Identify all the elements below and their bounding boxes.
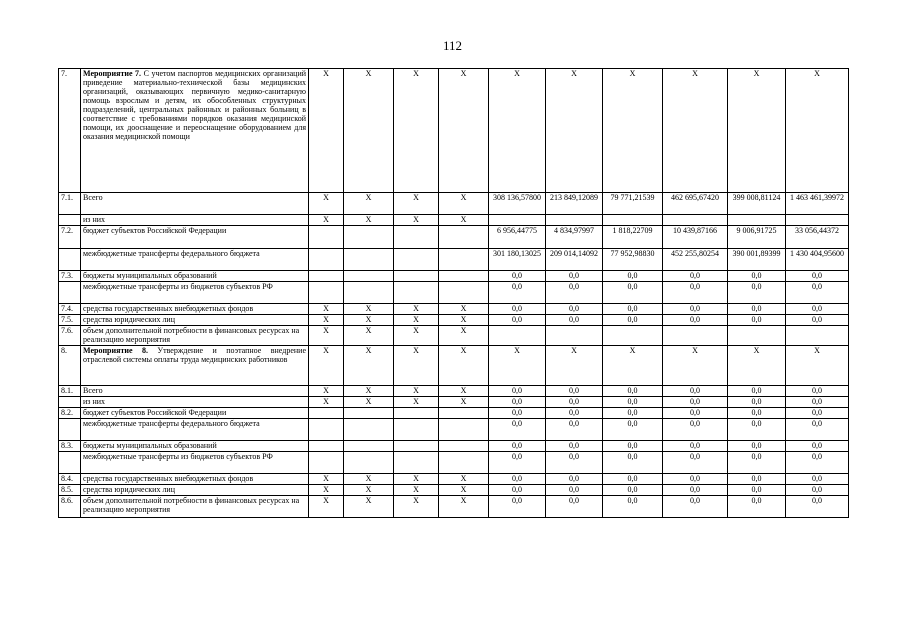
code-cell: X bbox=[439, 386, 489, 397]
value-cell: X bbox=[546, 346, 603, 386]
value-cell: 0,0 bbox=[603, 315, 663, 326]
code-cell bbox=[439, 408, 489, 419]
value-cell: 0,0 bbox=[489, 315, 546, 326]
code-cell bbox=[309, 249, 344, 271]
code-cell: X bbox=[344, 386, 394, 397]
row-description-cell bbox=[81, 282, 309, 304]
value-cell: 0,0 bbox=[663, 386, 728, 397]
row-description-text: Всего bbox=[83, 386, 103, 395]
value-cell: 1 463 461,39972 bbox=[786, 193, 849, 215]
code-cell bbox=[344, 419, 394, 441]
value-cell: 0,0 bbox=[786, 408, 849, 419]
code-cell: X bbox=[394, 215, 439, 226]
row-description-cell bbox=[81, 304, 309, 315]
row-description-text: средства юридических лиц bbox=[83, 485, 175, 494]
value-cell: 0,0 bbox=[663, 315, 728, 326]
value-cell: 0,0 bbox=[786, 304, 849, 315]
table-row bbox=[59, 496, 849, 518]
code-cell bbox=[309, 452, 344, 474]
row-number-cell: 7.2. bbox=[59, 226, 81, 249]
code-cell: X bbox=[344, 346, 394, 386]
value-cell: 0,0 bbox=[663, 485, 728, 496]
value-cell: 0,0 bbox=[663, 419, 728, 441]
code-cell bbox=[309, 282, 344, 304]
code-cell: X bbox=[309, 315, 344, 326]
value-cell: 4 834,97997 bbox=[546, 226, 603, 249]
code-cell: X bbox=[309, 397, 344, 408]
value-cell: X bbox=[728, 69, 786, 193]
row-description-cell bbox=[81, 397, 309, 408]
row-description-text: средства государственных внебюджетных фондов bbox=[83, 304, 254, 313]
value-cell: 0,0 bbox=[786, 474, 849, 485]
code-cell: X bbox=[394, 485, 439, 496]
value-cell: 0,0 bbox=[489, 386, 546, 397]
row-description-text: средства юридических лиц bbox=[83, 315, 175, 324]
value-cell: 0,0 bbox=[489, 496, 546, 518]
value-cell: X bbox=[663, 346, 728, 386]
row-description-cell bbox=[81, 419, 309, 441]
value-cell: 0,0 bbox=[603, 271, 663, 282]
table-row bbox=[59, 452, 849, 474]
row-description-cell bbox=[81, 271, 309, 282]
row-description-cell bbox=[81, 249, 309, 271]
value-cell: 0,0 bbox=[603, 408, 663, 419]
code-cell: X bbox=[309, 304, 344, 315]
code-cell: X bbox=[394, 69, 439, 193]
code-cell: X bbox=[394, 315, 439, 326]
value-cell: 0,0 bbox=[728, 452, 786, 474]
code-cell: X bbox=[309, 386, 344, 397]
code-cell: X bbox=[394, 496, 439, 518]
page-number: 112 bbox=[442, 38, 463, 53]
code-cell bbox=[439, 441, 489, 452]
value-cell: 0,0 bbox=[546, 419, 603, 441]
value-cell: 0,0 bbox=[489, 441, 546, 452]
table-row bbox=[59, 474, 849, 485]
code-cell: X bbox=[439, 304, 489, 315]
code-cell: X bbox=[309, 326, 344, 346]
code-cell: X bbox=[344, 496, 394, 518]
value-cell: 0,0 bbox=[663, 282, 728, 304]
row-number-cell: 8.1. bbox=[59, 386, 81, 397]
value-cell: 0,0 bbox=[786, 386, 849, 397]
value-cell: 0,0 bbox=[728, 386, 786, 397]
row-description-cell bbox=[81, 474, 309, 485]
value-cell: 0,0 bbox=[728, 282, 786, 304]
value-cell: 0,0 bbox=[603, 282, 663, 304]
value-cell: 0,0 bbox=[489, 452, 546, 474]
value-cell: X bbox=[603, 69, 663, 193]
value-cell: 9 006,91725 bbox=[728, 226, 786, 249]
code-cell: X bbox=[394, 193, 439, 215]
value-cell: 0,0 bbox=[728, 419, 786, 441]
value-cell: 0,0 bbox=[546, 304, 603, 315]
value-cell: 399 008,81124 bbox=[728, 193, 786, 215]
code-cell: X bbox=[344, 397, 394, 408]
value-cell bbox=[663, 215, 728, 226]
code-cell: X bbox=[439, 485, 489, 496]
financing-table bbox=[58, 68, 849, 518]
row-number-cell: 7.5. bbox=[59, 315, 81, 326]
value-cell bbox=[663, 326, 728, 346]
value-cell bbox=[786, 326, 849, 346]
value-cell bbox=[546, 326, 603, 346]
code-cell bbox=[344, 408, 394, 419]
table-row bbox=[59, 315, 849, 326]
value-cell bbox=[603, 215, 663, 226]
value-cell: 0,0 bbox=[489, 397, 546, 408]
value-cell: 0,0 bbox=[786, 315, 849, 326]
row-description-text: бюджеты муниципальных образований bbox=[83, 271, 217, 280]
row-description-text: межбюджетные трансферты из бюджетов субъектов РФ bbox=[83, 452, 273, 461]
value-cell: 6 956,44775 bbox=[489, 226, 546, 249]
code-cell bbox=[439, 419, 489, 441]
value-cell: 0,0 bbox=[546, 496, 603, 518]
code-cell bbox=[344, 282, 394, 304]
value-cell bbox=[489, 326, 546, 346]
row-number-cell: 8. bbox=[59, 346, 81, 386]
measure-title: Мероприятие 7. bbox=[83, 69, 142, 78]
value-cell: 0,0 bbox=[663, 474, 728, 485]
row-description-cell bbox=[81, 408, 309, 419]
value-cell: X bbox=[728, 346, 786, 386]
code-cell bbox=[439, 226, 489, 249]
code-cell: X bbox=[439, 315, 489, 326]
code-cell bbox=[344, 441, 394, 452]
code-cell bbox=[394, 408, 439, 419]
value-cell bbox=[546, 215, 603, 226]
code-cell bbox=[309, 271, 344, 282]
row-number-cell bbox=[59, 397, 81, 408]
row-description-text: из них bbox=[83, 215, 106, 224]
table-row bbox=[59, 346, 849, 386]
row-description-text: бюджет субъектов Российской Федерации bbox=[83, 408, 227, 417]
code-cell: X bbox=[344, 326, 394, 346]
value-cell bbox=[786, 215, 849, 226]
value-cell: 0,0 bbox=[728, 304, 786, 315]
value-cell: 0,0 bbox=[546, 282, 603, 304]
value-cell: 301 180,13025 bbox=[489, 249, 546, 271]
value-cell: X bbox=[489, 69, 546, 193]
row-number-cell bbox=[59, 282, 81, 304]
value-cell: 0,0 bbox=[728, 441, 786, 452]
row-number-cell: 7.3. bbox=[59, 271, 81, 282]
value-cell: 0,0 bbox=[546, 474, 603, 485]
value-cell: X bbox=[603, 346, 663, 386]
value-cell: 0,0 bbox=[603, 474, 663, 485]
code-cell bbox=[344, 271, 394, 282]
code-cell: X bbox=[309, 474, 344, 485]
table-row bbox=[59, 226, 849, 249]
table-row bbox=[59, 326, 849, 346]
value-cell: 0,0 bbox=[663, 271, 728, 282]
value-cell: 0,0 bbox=[663, 496, 728, 518]
row-number-cell bbox=[59, 419, 81, 441]
table-row bbox=[59, 193, 849, 215]
value-cell bbox=[728, 215, 786, 226]
value-cell: 390 001,89399 bbox=[728, 249, 786, 271]
value-cell: X bbox=[786, 69, 849, 193]
value-cell: 0,0 bbox=[489, 408, 546, 419]
row-number-cell bbox=[59, 215, 81, 226]
code-cell: X bbox=[309, 346, 344, 386]
code-cell bbox=[394, 452, 439, 474]
value-cell: 0,0 bbox=[546, 386, 603, 397]
row-number-cell: 8.4. bbox=[59, 474, 81, 485]
code-cell: X bbox=[439, 193, 489, 215]
code-cell: X bbox=[309, 69, 344, 193]
row-description-text: объем дополнительной потребности в финансовых ресурсах на реализацию мероприятия bbox=[83, 496, 300, 514]
value-cell: 1 430 404,95600 bbox=[786, 249, 849, 271]
code-cell bbox=[344, 452, 394, 474]
code-cell: X bbox=[439, 346, 489, 386]
code-cell bbox=[394, 249, 439, 271]
code-cell: X bbox=[439, 397, 489, 408]
value-cell: 0,0 bbox=[663, 452, 728, 474]
value-cell: 0,0 bbox=[546, 408, 603, 419]
code-cell bbox=[394, 441, 439, 452]
code-cell bbox=[344, 226, 394, 249]
value-cell: 0,0 bbox=[603, 496, 663, 518]
code-cell: X bbox=[394, 386, 439, 397]
code-cell: X bbox=[309, 496, 344, 518]
code-cell: X bbox=[439, 474, 489, 485]
row-description-cell bbox=[81, 226, 309, 249]
code-cell: X bbox=[309, 215, 344, 226]
row-description-cell bbox=[81, 386, 309, 397]
row-number-cell: 7.4. bbox=[59, 304, 81, 315]
value-cell: 452 255,80254 bbox=[663, 249, 728, 271]
code-cell: X bbox=[439, 215, 489, 226]
value-cell: 0,0 bbox=[786, 441, 849, 452]
value-cell: X bbox=[546, 69, 603, 193]
table-row bbox=[59, 397, 849, 408]
row-description-cell bbox=[81, 315, 309, 326]
value-cell: 0,0 bbox=[663, 397, 728, 408]
value-cell: 0,0 bbox=[546, 485, 603, 496]
value-cell: 462 695,67420 bbox=[663, 193, 728, 215]
code-cell: X bbox=[394, 474, 439, 485]
value-cell: 0,0 bbox=[489, 271, 546, 282]
value-cell: 0,0 bbox=[603, 397, 663, 408]
value-cell: 0,0 bbox=[786, 271, 849, 282]
code-cell: X bbox=[439, 496, 489, 518]
value-cell: 0,0 bbox=[603, 419, 663, 441]
row-description-cell bbox=[81, 215, 309, 226]
code-cell bbox=[309, 419, 344, 441]
code-cell bbox=[309, 441, 344, 452]
row-description-cell bbox=[81, 69, 309, 193]
code-cell: X bbox=[394, 326, 439, 346]
table-row bbox=[59, 271, 849, 282]
table-body bbox=[59, 69, 849, 518]
value-cell: X bbox=[786, 346, 849, 386]
value-cell: 0,0 bbox=[603, 485, 663, 496]
row-description-text: межбюджетные трансферты федерального бюджета bbox=[83, 419, 260, 428]
value-cell: 0,0 bbox=[603, 304, 663, 315]
value-cell: 0,0 bbox=[603, 386, 663, 397]
row-description-text: из них bbox=[83, 397, 106, 406]
value-cell bbox=[603, 326, 663, 346]
value-cell: 0,0 bbox=[786, 397, 849, 408]
value-cell: 0,0 bbox=[786, 485, 849, 496]
row-description-cell bbox=[81, 496, 309, 518]
table-row bbox=[59, 304, 849, 315]
value-cell: 0,0 bbox=[546, 452, 603, 474]
value-cell: 0,0 bbox=[728, 496, 786, 518]
row-number-cell: 7.1. bbox=[59, 193, 81, 215]
value-cell: 0,0 bbox=[663, 441, 728, 452]
value-cell: 0,0 bbox=[786, 496, 849, 518]
value-cell: 0,0 bbox=[489, 419, 546, 441]
code-cell: X bbox=[344, 215, 394, 226]
table-row bbox=[59, 215, 849, 226]
value-cell: 0,0 bbox=[663, 304, 728, 315]
row-number-cell bbox=[59, 249, 81, 271]
value-cell: X bbox=[663, 69, 728, 193]
row-description-text: Утверждение и поэтапное внедрение отраслевой системы оплаты труда медицинских работников bbox=[83, 346, 306, 364]
value-cell: 0,0 bbox=[728, 315, 786, 326]
value-cell: 0,0 bbox=[728, 408, 786, 419]
row-description-text: межбюджетные трансферты федерального бюджета bbox=[83, 249, 260, 258]
value-cell bbox=[728, 326, 786, 346]
value-cell: 0,0 bbox=[786, 419, 849, 441]
table-row bbox=[59, 408, 849, 419]
value-cell: 77 952,98830 bbox=[603, 249, 663, 271]
code-cell: X bbox=[344, 193, 394, 215]
code-cell: X bbox=[344, 69, 394, 193]
row-description-cell bbox=[81, 485, 309, 496]
table-row bbox=[59, 69, 849, 193]
value-cell: 1 818,22709 bbox=[603, 226, 663, 249]
code-cell bbox=[394, 419, 439, 441]
code-cell bbox=[439, 249, 489, 271]
code-cell bbox=[394, 282, 439, 304]
value-cell: 0,0 bbox=[728, 485, 786, 496]
row-description-cell bbox=[81, 346, 309, 386]
row-description-text: средства государственных внебюджетных фондов bbox=[83, 474, 254, 483]
code-cell: X bbox=[439, 326, 489, 346]
value-cell: 308 136,57800 bbox=[489, 193, 546, 215]
table-row bbox=[59, 485, 849, 496]
value-cell: 0,0 bbox=[786, 452, 849, 474]
value-cell: 0,0 bbox=[489, 485, 546, 496]
code-cell: X bbox=[344, 474, 394, 485]
value-cell bbox=[489, 215, 546, 226]
code-cell bbox=[344, 249, 394, 271]
value-cell: 0,0 bbox=[728, 474, 786, 485]
value-cell: 0,0 bbox=[546, 397, 603, 408]
table-row bbox=[59, 282, 849, 304]
code-cell: X bbox=[344, 485, 394, 496]
row-description-cell bbox=[81, 326, 309, 346]
row-number-cell: 8.6. bbox=[59, 496, 81, 518]
code-cell: X bbox=[394, 346, 439, 386]
value-cell: 0,0 bbox=[546, 441, 603, 452]
table-row bbox=[59, 249, 849, 271]
value-cell: 0,0 bbox=[489, 474, 546, 485]
row-number-cell: 8.3. bbox=[59, 441, 81, 452]
value-cell: 0,0 bbox=[728, 271, 786, 282]
value-cell: 33 056,44372 bbox=[786, 226, 849, 249]
value-cell: 0,0 bbox=[603, 452, 663, 474]
value-cell: 0,0 bbox=[786, 282, 849, 304]
value-cell: 0,0 bbox=[489, 304, 546, 315]
row-description-text: бюджет субъектов Российской Федерации bbox=[83, 226, 227, 235]
row-number-cell bbox=[59, 452, 81, 474]
value-cell: 0,0 bbox=[603, 441, 663, 452]
code-cell bbox=[439, 452, 489, 474]
row-description-text: межбюджетные трансферты из бюджетов субъектов РФ bbox=[83, 282, 273, 291]
code-cell: X bbox=[439, 69, 489, 193]
code-cell: X bbox=[394, 397, 439, 408]
value-cell: 209 014,14092 bbox=[546, 249, 603, 271]
row-description-text: объем дополнительной потребности в финансовых ресурсах на реализацию мероприятия bbox=[83, 326, 300, 344]
row-description-cell bbox=[81, 441, 309, 452]
row-number-cell: 7.6. bbox=[59, 326, 81, 346]
value-cell: X bbox=[489, 346, 546, 386]
code-cell: X bbox=[309, 485, 344, 496]
code-cell: X bbox=[309, 193, 344, 215]
value-cell: 0,0 bbox=[489, 282, 546, 304]
row-number-cell: 8.2. bbox=[59, 408, 81, 419]
code-cell bbox=[439, 271, 489, 282]
value-cell: 0,0 bbox=[663, 408, 728, 419]
row-description-text: бюджеты муниципальных образований bbox=[83, 441, 217, 450]
code-cell: X bbox=[344, 304, 394, 315]
measure-title: Мероприятие 8. bbox=[83, 346, 148, 355]
row-description-cell bbox=[81, 193, 309, 215]
code-cell bbox=[439, 282, 489, 304]
row-description-text: С учетом паспортов медицинских организаций приведение материально-технической базы медицинских организаций, оказывающих первичную медико-санитарную помощь взрослым и детям, их обособленных структурных подразделений, центральных районных и районных больниц в соответствие с требованиями порядков оказания медицинской помощи, их дооснащение и переоснащение оборудованием для оказания медицинской помощи bbox=[83, 69, 307, 141]
value-cell: 79 771,21539 bbox=[603, 193, 663, 215]
code-cell bbox=[309, 226, 344, 249]
table-row bbox=[59, 386, 849, 397]
value-cell: 0,0 bbox=[546, 271, 603, 282]
value-cell: 0,0 bbox=[546, 315, 603, 326]
table-row bbox=[59, 419, 849, 441]
row-number-cell: 7. bbox=[59, 69, 81, 193]
code-cell bbox=[394, 226, 439, 249]
row-description-text: Всего bbox=[83, 193, 103, 202]
value-cell: 10 439,87166 bbox=[663, 226, 728, 249]
value-cell: 213 849,12089 bbox=[546, 193, 603, 215]
table-row bbox=[59, 441, 849, 452]
value-cell: 0,0 bbox=[728, 397, 786, 408]
code-cell: X bbox=[394, 304, 439, 315]
row-description-cell bbox=[81, 452, 309, 474]
row-number-cell: 8.5. bbox=[59, 485, 81, 496]
code-cell bbox=[309, 408, 344, 419]
code-cell bbox=[394, 271, 439, 282]
code-cell: X bbox=[344, 315, 394, 326]
